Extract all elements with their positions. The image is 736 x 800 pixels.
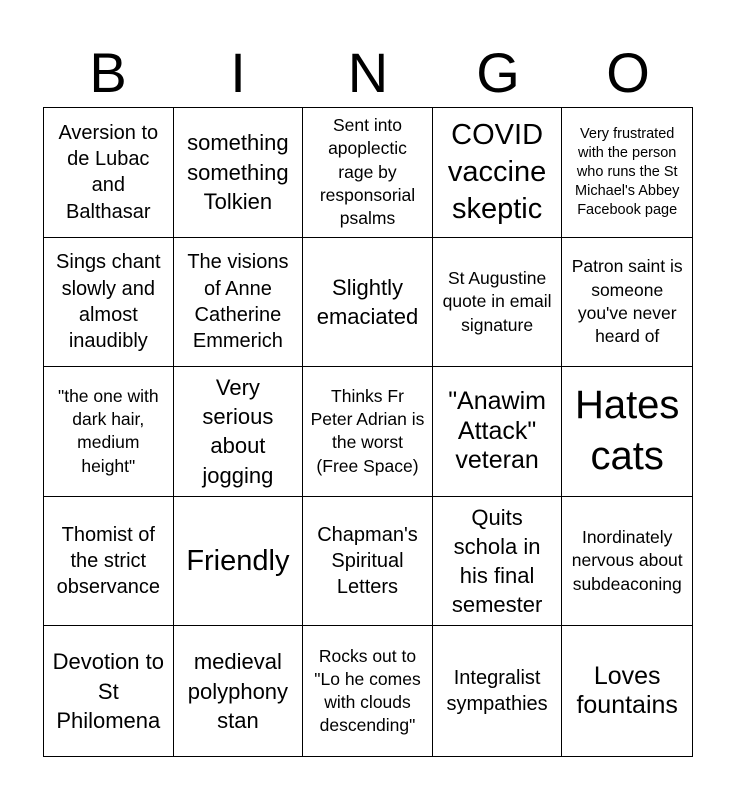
cell-text: Hates cats: [574, 383, 680, 479]
cell-text: medieval polyphony stan: [187, 649, 289, 733]
cell-text: Thinks Fr Peter Adrian is the worst (Free Space): [310, 385, 425, 476]
bingo-board: [43, 107, 693, 757]
bingo-cell-r5c3[interactable]: [303, 626, 433, 756]
bingo-cell-r2c5[interactable]: [562, 238, 692, 368]
bingo-cell-r4c1[interactable]: [44, 497, 174, 627]
header-letter-o: O: [606, 41, 650, 104]
bingo-cell-r4c4[interactable]: [433, 497, 563, 627]
bingo-cell-r5c1[interactable]: [44, 626, 174, 756]
cell-text: Thomist of the strict observance: [56, 523, 160, 599]
cell-text: Slightly emaciated: [316, 274, 419, 329]
cell-text: Integralist sympathies: [446, 666, 548, 716]
bingo-cell-r2c2[interactable]: [174, 238, 304, 368]
cell-text: St Augustine quote in email signature: [442, 267, 552, 335]
bingo-cell-r1c4[interactable]: [433, 108, 563, 238]
bingo-cell-r1c1[interactable]: [44, 108, 174, 238]
cell-text: Aversion to de Lubac and Balthasar: [58, 121, 159, 223]
cell-text: Sent into apoplectic rage by responsorial psalms: [319, 115, 416, 229]
header-letter-n: N: [347, 41, 389, 104]
cell-text: Sings chant slowly and almost inaudibly: [56, 251, 161, 353]
bingo-cell-r4c3[interactable]: [303, 497, 433, 627]
header-letter-g: G: [476, 41, 520, 104]
cell-text: COVID vaccine skeptic: [447, 118, 547, 225]
header-letter-i: I: [230, 41, 246, 104]
bingo-cell-r1c2[interactable]: [174, 108, 304, 238]
cell-text: Friendly: [186, 544, 290, 577]
cell-text: Chapman's Spiritual Letters: [317, 523, 418, 599]
cell-text: something something Tolkien: [187, 130, 289, 214]
bingo-header: [43, 40, 693, 106]
bingo-cell-r2c3[interactable]: [303, 238, 433, 368]
header-letter-b: B: [89, 41, 127, 104]
cell-text: Quits schola in his final semester: [451, 504, 543, 618]
bingo-cell-r3c3[interactable]: [303, 367, 433, 497]
cell-text: Loves fountains: [576, 661, 678, 720]
cell-text: Very serious about jogging: [202, 374, 274, 488]
cell-text: Patron saint is someone you've never heard of: [571, 256, 683, 347]
bingo-cell-r2c1[interactable]: [44, 238, 174, 368]
bingo-cell-r3c5[interactable]: [562, 367, 692, 497]
bingo-cell-r3c2[interactable]: [174, 367, 304, 497]
bingo-cell-r1c3[interactable]: [303, 108, 433, 238]
bingo-cell-r3c4[interactable]: [433, 367, 563, 497]
bingo-cell-r3c1[interactable]: [44, 367, 174, 497]
cell-text: Rocks out to "Lo he comes with clouds descending": [314, 645, 421, 736]
bingo-cell-r5c2[interactable]: [174, 626, 304, 756]
bingo-cell-r1c5[interactable]: [562, 108, 692, 238]
bingo-cell-r2c4[interactable]: [433, 238, 563, 368]
cell-text: The visions of Anne Catherine Emmerich: [187, 251, 289, 353]
cell-text: "the one with dark hair, medium height": [58, 385, 159, 476]
bingo-cell-r4c2[interactable]: [174, 497, 304, 627]
cell-text: Devotion to St Philomena: [52, 649, 164, 733]
cell-text: Very frustrated with the person who runs the St Michael's Abbey Facebook page: [575, 126, 680, 218]
bingo-cell-r5c4[interactable]: [433, 626, 563, 756]
cell-text: "Anawim Attack" veteran: [448, 387, 546, 475]
cell-text: Inordinately nervous about subdeaconing: [571, 527, 683, 594]
bingo-cell-r5c5[interactable]: [562, 626, 692, 756]
bingo-cell-r4c5[interactable]: [562, 497, 692, 627]
